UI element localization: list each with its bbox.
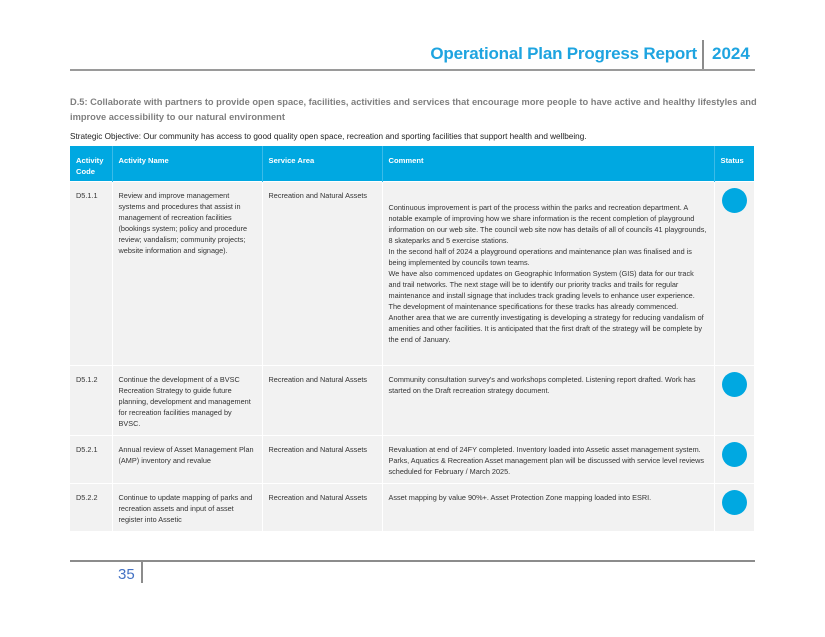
comment <box>382 366 714 436</box>
activity-code: D5.2.1 <box>70 436 112 484</box>
comment-paragraph: Another area that we are currently investigating is developing a strategy for reducing vandalism of amenities and other facilities. It is anticipated that the first draft of the strategy will be complete by the end of January. <box>388 313 704 344</box>
goal-heading: D.5: Collaborate with partners to provide open space, facilities, activities and services that encourage more people to have active and healthy lifestyles and improve accessibility to our natural environment <box>70 97 757 122</box>
comment-paragraph: Community consultation survey's and workshops completed. Listening report drafted. Work has started on the Draft recreation strategy document. <box>388 375 696 395</box>
column-header-activity-code: Activity Code <box>70 146 112 182</box>
service-area: Recreation and Natural Assets <box>262 366 382 436</box>
service-area: Recreation and Natural Assets <box>262 484 382 532</box>
status-indicator-icon <box>722 490 747 515</box>
status-indicator-icon <box>722 188 747 213</box>
comment <box>382 484 714 532</box>
status-indicator-icon <box>722 372 747 397</box>
table-header-row <box>70 146 754 182</box>
column-header-service-area: Service Area <box>262 146 382 182</box>
report-title: Operational Plan Progress Report <box>430 44 697 63</box>
footer-rule <box>70 560 755 562</box>
table-row <box>70 484 754 532</box>
header-divider <box>702 40 704 70</box>
report-year: 2024 <box>712 44 750 63</box>
column-header-activity-name: Activity Name <box>112 146 262 182</box>
status-cell <box>714 484 754 532</box>
header-rule <box>70 69 755 71</box>
status-cell <box>714 436 754 484</box>
activity-table <box>70 146 754 531</box>
activity-name: Review and improve management systems and procedures that assist in management of recreation facilities (bookings system; policy and procedure review; vandalism; community projects; website information and signage). <box>112 182 262 366</box>
comment-paragraph: Revaluation at end of 24FY completed. Inventory loaded into Assetic asset management system. Parks, Aquatics & Recreation Asset management plan will be discussed with service level reviews scheduled for February / March 2025. <box>388 445 705 476</box>
strategic-objective: Strategic Objective: Our community has access to good quality open space, recreation and sporting facilities that support health and wellbeing. <box>70 132 587 141</box>
comment-paragraph: In the second half of 2024 a playground operations and maintenance plan was finalised and is being implemented by councils town teams. <box>388 247 692 267</box>
comment <box>382 182 714 366</box>
page-number: 35 <box>118 566 135 583</box>
table-row <box>70 436 754 484</box>
service-area: Recreation and Natural Assets <box>262 436 382 484</box>
status-indicator-icon <box>722 442 747 467</box>
comment-paragraph: Continuous improvement is part of the process within the parks and recreation department. A notable example of improving how we share information is the recent completion of playground information on our web site. The council web site now has details of all of councils 41 playgrounds, 8 skateparks and 5 exercise stations. <box>388 203 707 245</box>
comment <box>382 436 714 484</box>
activity-code: D5.2.2 <box>70 484 112 532</box>
column-header-comment: Comment <box>382 146 714 182</box>
table-row <box>70 366 754 436</box>
activity-name: Annual review of Asset Management Plan (AMP) inventory and revalue <box>112 436 262 484</box>
comment-paragraph: We have also commenced updates on Geographic Information System (GIS) data for our track and trail networks. The next stage will be to identify our priority tracks and trails for regular maintenance and install signage that includes track grading levels to enhance user experience. The development of maintenance specifications for these tracks has already commenced. <box>388 269 695 311</box>
activity-name: Continue the development of a BVSC Recreation Strategy to guide future planning, development and management for recreation facilities managed by BVSC. <box>112 366 262 436</box>
status-cell <box>714 182 754 366</box>
activity-code: D5.1.2 <box>70 366 112 436</box>
service-area: Recreation and Natural Assets <box>262 182 382 366</box>
activity-name: Continue to update mapping of parks and recreation assets and input of asset register into Assetic <box>112 484 262 532</box>
footer-divider <box>141 561 143 583</box>
column-header-status: Status <box>714 146 754 182</box>
table-row <box>70 182 754 366</box>
activity-code: D5.1.1 <box>70 182 112 366</box>
status-cell <box>714 366 754 436</box>
page-header <box>0 0 825 80</box>
comment-paragraph: Asset mapping by value 90%+. Asset Protection Zone mapping loaded into ESRI. <box>388 493 652 502</box>
